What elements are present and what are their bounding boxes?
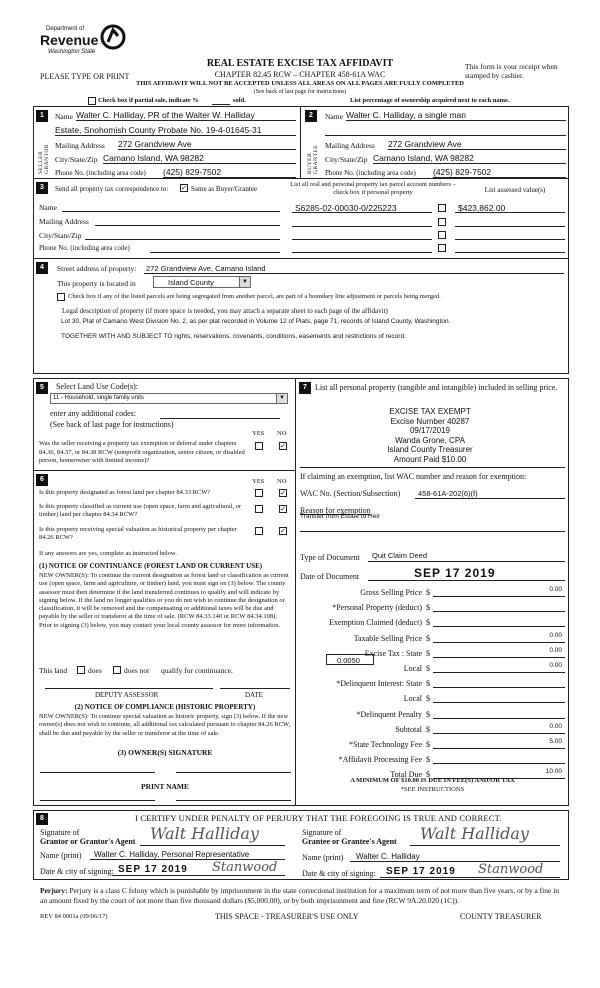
- calc-row-label: *Personal Property (deduct): [332, 603, 422, 613]
- calc-row-line: [433, 718, 565, 719]
- assessor-date-label: DATE: [245, 691, 263, 699]
- print-name-line-2: [176, 800, 291, 801]
- form-warning: THIS AFFIDAVIT WILL NOT BE ACCEPTED UNLESS ALL AREAS ON ALL PAGES ARE FULLY COMPLETED: [136, 80, 464, 87]
- corr-name-label: Name: [39, 203, 57, 212]
- grantor-city-field[interactable]: Stanwood: [212, 860, 278, 875]
- divider-5-6: [33, 470, 295, 471]
- buyer-grantee-label: BUYER GRANTEE: [307, 144, 319, 174]
- logo-line2: Revenue: [40, 32, 99, 48]
- parcel-line-4: [292, 252, 432, 253]
- seller-name-line: [76, 120, 296, 121]
- legal-description-label: Legal description of property (if more space is needed, you may attach a separate sheet to each page of the affidavit): [62, 307, 388, 315]
- grantee-sig-label-1: Signature of: [302, 828, 342, 837]
- this-land-label: This land: [39, 666, 68, 675]
- stamp-line-1: EXCISE TAX EXEMPT: [389, 407, 471, 416]
- reason-line: [300, 531, 565, 532]
- seller-phone-label: Phone No. (including area code): [55, 169, 146, 177]
- calc-row-label: Excise Tax : State: [364, 648, 422, 658]
- historic-yes-checkbox[interactable]: [255, 527, 263, 535]
- buyer-name-line-2: [325, 135, 566, 136]
- calc-row-value[interactable]: 5.00: [549, 738, 562, 745]
- deputy-assessor-label: DEPUTY ASSESSOR: [95, 691, 159, 699]
- grantee-city-field[interactable]: Stanwood: [478, 862, 544, 877]
- section-7-badge: 7: [299, 382, 311, 394]
- calc-row-dollar: $: [426, 648, 430, 658]
- calc-row-dollar: $: [426, 694, 430, 704]
- grantee-name-field[interactable]: Walter C. Halliday: [356, 852, 420, 861]
- does-not-label: does not: [124, 666, 150, 675]
- stamp-line-6: Amount Paid $10.00: [393, 454, 467, 464]
- send-correspondence-label: Send all property tax correspondence to:: [55, 185, 169, 193]
- assessed-line-1: [455, 212, 565, 213]
- located-in-label: This property is located in: [57, 279, 136, 288]
- perjury-notice: [40, 886, 566, 905]
- current-use-question: Is this property classified as current use (open space, farm and agricultural, or timber) land per chapter 84.34 RCW?: [39, 503, 242, 518]
- calc-row-label: Local: [403, 664, 422, 673]
- seller-exemption-no-checkbox[interactable]: ✓: [280, 442, 286, 450]
- buyer-phone-line: [433, 177, 566, 178]
- print-note: PLEASE TYPE OR PRINT: [40, 72, 130, 81]
- assessed-header: List assessed value(s): [484, 186, 546, 194]
- parcel-header: List all real and personal property tax parcel account numbers – check box if personal property: [290, 181, 456, 196]
- calc-row-dollar: $: [426, 770, 430, 780]
- reason-label: Reason for exemption: [300, 506, 371, 515]
- seller-name-field[interactable]: Walter C. Halliday, PR of the Walter W. Halliday: [76, 110, 255, 120]
- grantor-date-field[interactable]: SEP 17 2019: [118, 864, 188, 875]
- stamp-line-5: Island County Treasurer: [387, 445, 473, 454]
- grantee-date-line: [380, 877, 560, 878]
- historic-no-checkbox[interactable]: ✓: [280, 527, 286, 535]
- same-as-buyer-label: Same as Buyer/Grantee: [191, 185, 258, 193]
- wac-number-field[interactable]: 458-61A-202(6)(f): [418, 489, 478, 498]
- assessor-date-line: [220, 688, 290, 689]
- grantor-sig-line: [140, 845, 285, 846]
- logo-line3: Washington State: [48, 49, 96, 55]
- calc-row-dollar: $: [426, 664, 430, 673]
- calc-row-dollar: $: [426, 740, 430, 749]
- assessed-line-2: [455, 226, 565, 227]
- calc-row-dollar: $: [426, 603, 430, 613]
- calc-row-label: *Delinquent Penalty: [356, 709, 422, 719]
- calc-row-line: [433, 702, 565, 703]
- calc-row-line: [433, 642, 565, 643]
- land-use-see-back: (See back of last page for instructions): [50, 420, 174, 429]
- same-as-buyer-checkbox[interactable]: ✓: [181, 184, 187, 192]
- parcel-4-personal-checkbox[interactable]: [438, 244, 446, 252]
- corr-phone-line: [150, 252, 280, 253]
- grantee-date-city-label: Date & city of signing:: [302, 869, 376, 878]
- buyer-phone-field[interactable]: (425) 829-7502: [433, 167, 492, 177]
- divider-5-7: [295, 378, 296, 806]
- county-treasurer-label: COUNTY TREASURER: [460, 912, 542, 921]
- seller-address-label: Mailing Address: [55, 141, 105, 150]
- forest-land-yes-checkbox[interactable]: [255, 489, 263, 497]
- segregated-note: Check box if any of the listed parcels are being segregated from another parcel, are part of a boundary line adjustment or parcels being merged.: [68, 293, 441, 300]
- doc-type-label: Type of Document: [300, 553, 360, 562]
- calc-row-line: [433, 748, 565, 749]
- form-title: REAL ESTATE EXCISE TAX AFFIDAVIT: [206, 58, 394, 69]
- seller-exemption-question: Was the seller receiving a property tax exemption or deferral under chapters 84.36, 84.37, or 84.38 RCW (nonprofit organization, senior citizen, or disabled person, homeowner with limited income)?: [39, 440, 245, 464]
- parcel-3-personal-checkbox[interactable]: [438, 231, 446, 239]
- land-use-select-value: 11 - Household, single family units: [53, 395, 144, 401]
- calc-row-value[interactable]: 0.00: [549, 631, 562, 639]
- section-5-badge: 5: [36, 382, 48, 394]
- seller-city-label: City/State/Zip: [55, 155, 98, 164]
- calc-row-label: Local: [403, 694, 422, 704]
- buyer-city-field[interactable]: Camano Island, WA 98282: [373, 153, 474, 163]
- forest-land-no-checkbox[interactable]: ✓: [280, 489, 286, 497]
- corr-name-line: [62, 211, 280, 212]
- chevron-down-icon[interactable]: ▼: [239, 277, 250, 287]
- buyer-address-label: Mailing Address: [325, 141, 375, 150]
- corr-city-label: City/State/Zip: [39, 231, 82, 240]
- seller-name-line-2: [55, 135, 296, 136]
- treasurer-space-label: THIS SPACE - TREASURER'S USE ONLY: [215, 912, 359, 921]
- assessed-line-3: [455, 239, 565, 240]
- owner-signature-title: (3) OWNER(S) SIGNATURE: [117, 748, 213, 757]
- calc-row-dollar: $: [426, 724, 430, 734]
- calc-row-label: *Delinquent Interest: State: [336, 679, 422, 689]
- parcel-line-1: [292, 212, 432, 213]
- stamp-line-4: Wanda Grone, CPA: [395, 435, 465, 445]
- print-name-line-1: [40, 800, 155, 801]
- parcel-2-personal-checkbox[interactable]: [438, 218, 446, 226]
- seller-exemption-yes-checkbox[interactable]: [255, 442, 263, 450]
- deputy-assessor-line: [45, 688, 213, 689]
- buyer-name-label: Name: [325, 112, 343, 121]
- buyer-phone-label: Phone No. (including area code): [325, 169, 416, 177]
- parcel-line-2: [292, 226, 432, 227]
- receipt-note: This form is your receipt when stamped by cashier.: [465, 62, 558, 80]
- calc-row-line: [433, 596, 565, 597]
- parcel-line-3: [292, 239, 432, 240]
- legal-description-field-2[interactable]: TOGETHER WITH AND SUBJECT TO rights, reservations, covenants, conditions, easements and restrictions of record.: [61, 333, 406, 340]
- grantee-sig-label-2: Grantee or Grantee's Agent: [302, 837, 397, 846]
- exemption-yes-header: YES: [252, 430, 265, 437]
- stamp-line-2: Excise Number 40287: [390, 416, 470, 426]
- reason-field[interactable]: Transfer from Estate to Heir: [300, 513, 380, 520]
- land-use-select[interactable]: [50, 393, 288, 404]
- calc-row-label: Gross Selling Price: [360, 588, 422, 597]
- calc-row-line: [433, 687, 565, 688]
- perjury-text: Perjury is a class C felony which is punishable by imprisonment in the state correctional institution for a maximum term of not more than five years, or by a fine in an amount fixed by the court of not more than five thousand dollars ($5,000.00), or by both imprisonment and fine (RCW 9A.20.020 (1C)).: [40, 886, 560, 905]
- revenue-logo-icon: [100, 24, 126, 50]
- street-address-line: [144, 273, 564, 274]
- calc-row-line: [433, 657, 565, 658]
- notice-continuance-body: NEW OWNER(S): To continue the current designation as forest land or classification as current use (open space, farm and agriculture, or timber) land, you must sign on (3) below. The county assessor must then determine if the land transferred continues to qualify and will indicate by signing below. If the land no longer qualifies or you do not wish to continue the designation or classification, it will be removed and the compensating or additional taxes will be due and payable by the seller or transferor at the time of sale. (RCW 84.33.140 or RCW 84.34.108). Prior to signing (3) below, you may contact your local county assessor for more information.: [39, 572, 289, 629]
- seller-name-label: Name: [55, 112, 73, 121]
- does-label: does: [88, 666, 102, 675]
- section-2-badge: 2: [305, 110, 317, 122]
- doc-date-line: [368, 580, 565, 581]
- exemption-claim-label: If claiming an exemption, list WAC number and reason for exemption:: [300, 472, 527, 481]
- parcel-number-field[interactable]: S6285-02-00030-0/225223: [295, 203, 397, 213]
- calc-row-dollar: $: [426, 709, 430, 719]
- section-3-badge: 3: [36, 182, 48, 194]
- logo-line1: Department of: [46, 26, 85, 32]
- county-select[interactable]: [153, 276, 251, 288]
- calc-row-dollar: $: [426, 679, 430, 689]
- perjury-title: Perjury:: [40, 886, 68, 895]
- street-address-label: Street address of property:: [57, 264, 137, 273]
- calc-row-label: *State Technology Fee: [348, 740, 422, 749]
- calc-row-label: Total Due: [390, 770, 422, 780]
- seller-city-field[interactable]: Camano Island, WA 98282: [103, 153, 204, 163]
- seller-name-field-2[interactable]: Estate, Snohomish County Probate No. 19-4-01645-31: [55, 125, 262, 135]
- doc-type-line: [368, 561, 565, 562]
- segregated-checkbox[interactable]: [57, 293, 65, 301]
- grantor-signature[interactable]: Walt Halliday: [150, 824, 259, 843]
- forest-land-question: Is this property designated as forest land per chapter 84.33 RCW?: [39, 489, 211, 496]
- seller-address-line: [118, 149, 296, 150]
- grantor-sig-label-2: Grantor or Grantor's Agent: [40, 837, 136, 846]
- calc-row-line: [433, 672, 565, 673]
- local-rate-value: 0.0050: [337, 656, 360, 665]
- ownership-note: List percentage of ownership acquired next to each name.: [350, 97, 510, 104]
- dor-logo: [40, 22, 140, 64]
- seller-phone-field[interactable]: (425) 829-7502: [163, 167, 222, 177]
- additional-codes-line: [160, 418, 280, 419]
- corr-city-line: [85, 239, 280, 240]
- calc-row-line: [433, 763, 565, 764]
- partial-sale-percent-line: [212, 104, 230, 105]
- calc-row-dollar: $: [426, 755, 430, 765]
- doc-date-field[interactable]: SEP 17 2019: [414, 566, 496, 580]
- notice-continuance-title: (1) NOTICE OF CONTINUANCE (FOREST LAND OR CURRENT USE): [39, 562, 263, 570]
- grantor-name-label: Name (print): [40, 851, 82, 860]
- see-instructions-note: *SEE INSTRUCTIONS: [400, 786, 465, 793]
- calc-row-value[interactable]: 0.00: [549, 722, 562, 730]
- does-not-checkbox[interactable]: [113, 666, 121, 674]
- corr-address-line: [95, 225, 280, 226]
- section-4-badge: 4: [36, 262, 48, 274]
- street-address-field[interactable]: 272 Grandview Ave, Camano Island: [146, 264, 266, 273]
- personal-property-label: List all personal property (tangible and intangible) included in selling price.: [315, 383, 558, 392]
- assessed-value-field[interactable]: $423,862.00: [458, 203, 506, 213]
- partial-sale-checkbox[interactable]: [88, 97, 96, 105]
- section-6-badge: 6: [36, 474, 48, 486]
- seller-address-field[interactable]: 272 Grandview Ave: [118, 139, 192, 149]
- doc-date-label: Date of Document: [300, 572, 360, 581]
- grantor-date-city-label: Date & city of signing:: [40, 867, 114, 876]
- buyer-address-line: [388, 149, 566, 150]
- wac-label: WAC No. (Section/Subsection): [300, 489, 401, 498]
- wac-line: [415, 498, 565, 499]
- land-use-label: Select Land Use Code(s):: [56, 382, 138, 391]
- calc-row-dollar: $: [426, 618, 430, 628]
- q-no-header: NO: [277, 478, 287, 485]
- divider-seller-buyer: [300, 106, 301, 178]
- seller-phone-line: [163, 177, 296, 178]
- land-use-chevron-down-icon[interactable]: ▼: [276, 394, 287, 403]
- calc-row-value[interactable]: 0.00: [549, 586, 562, 593]
- grantor-sig-label-1: Signature of: [40, 828, 80, 837]
- divider-1-2-3: [33, 178, 569, 179]
- calc-row-label: Exemption Claimed (deduct): [329, 618, 422, 628]
- doc-type-field[interactable]: Quit Claim Deed: [372, 551, 428, 560]
- notice-compliance-body: NEW OWNER(S): To continue special valuation as historic property, sign (3) below. If the new owner(s) does not wish to continue, all additional tax calculated pursuant to chapter 84.26 RCW, shall be due and payable by the seller or transferor at the time of sale.: [39, 713, 291, 737]
- calc-row-label: Subtotal: [395, 724, 422, 734]
- certify-statement: I CERTIFY UNDER PENALTY OF PERJURY THAT THE FOREGOING IS TRUE AND CORRECT.: [135, 813, 502, 823]
- form-revision: REV 84 0001a (09/06/17): [40, 913, 108, 920]
- buyer-name-field[interactable]: Walter C. Halliday, a single man: [346, 110, 466, 120]
- section-8-badge: 8: [36, 813, 48, 825]
- calc-row-line: [433, 626, 565, 627]
- corr-phone-label: Phone No. (including area code): [39, 244, 130, 252]
- grantor-date-line: [112, 875, 285, 876]
- partial-sale-label: Check box if partial sale, indicate %: [98, 97, 199, 104]
- calc-row-line: [433, 611, 565, 612]
- calc-row-label: Taxable Selling Price: [353, 633, 422, 643]
- seller-grantor-label: SELLER GRANTOR: [38, 144, 50, 174]
- calc-row-value[interactable]: 10.00: [545, 768, 562, 776]
- county-select-value: Island County: [168, 278, 214, 287]
- qualify-label: qualify for continuance.: [161, 666, 233, 675]
- excise-exempt-stamp: [360, 407, 500, 464]
- form-subtitle: CHAPTER 82.45 RCW – CHAPTER 458-61A WAC: [214, 70, 386, 79]
- does-checkbox[interactable]: [77, 666, 85, 674]
- section-1-badge: 1: [36, 110, 48, 122]
- q-yes-header: YES: [252, 478, 265, 485]
- personal-property-line: [300, 467, 565, 468]
- exemption-no-header: NO: [277, 430, 287, 437]
- calc-row-dollar: $: [426, 633, 430, 643]
- buyer-city-label: City/State/Zip: [325, 155, 368, 164]
- buyer-city-line: [373, 163, 566, 164]
- current-use-yes-checkbox[interactable]: [255, 505, 263, 513]
- calc-row-label: *Affidavit Processing Fee: [338, 755, 422, 765]
- minimum-due-note: A MINIMUM OF $10.00 IS DUE IN FEE(S) AND/OR TAX: [350, 777, 515, 784]
- legal-description-field[interactable]: Lot 30, Plat of Camano West Division No. 2, as per plat recorded in Volume 12 of Plats, page 71, records of Island County, Washington.: [61, 318, 451, 325]
- corr-address-label: Mailing Address: [39, 217, 89, 226]
- assessed-line-4: [455, 252, 565, 253]
- calc-row-dollar: $: [426, 588, 430, 597]
- current-use-no-checkbox[interactable]: ✓: [280, 505, 286, 513]
- divider-3-4: [33, 258, 569, 259]
- additional-codes-label: enter any additional codes:: [50, 409, 136, 418]
- calc-row-value[interactable]: 0.00: [549, 646, 562, 654]
- print-name-label: PRINT NAME: [141, 782, 189, 791]
- buyer-address-field[interactable]: 272 Grandview Ave: [388, 139, 462, 149]
- partial-sale-sold: sold.: [233, 97, 246, 104]
- calc-row-line: [433, 733, 565, 734]
- local-rate-box[interactable]: [326, 654, 374, 665]
- calc-row-value[interactable]: 0.00: [549, 662, 562, 669]
- grantee-signature[interactable]: Walt Halliday: [420, 824, 529, 843]
- owner-signature-line-2: [176, 772, 291, 773]
- parcel-1-personal-checkbox[interactable]: [438, 204, 446, 212]
- notice-compliance-title: (2) NOTICE OF COMPLIANCE (HISTORIC PROPERTY): [74, 703, 256, 711]
- grantee-name-label: Name (print): [302, 853, 344, 862]
- owner-signature-line-1: [40, 772, 155, 773]
- seller-city-line: [103, 163, 296, 164]
- grantee-date-field[interactable]: SEP 17 2019: [386, 866, 456, 877]
- grantor-name-field[interactable]: Walter C. Halliday, Personal Representative: [94, 850, 250, 859]
- form-see-back: (See back of last page for instructions): [253, 89, 347, 95]
- stamp-line-3: 09/17/2019: [409, 426, 451, 435]
- grantee-sig-line: [410, 845, 560, 846]
- if-yes-note: If any answers are yes, complete as instructed below.: [39, 550, 177, 557]
- historic-question: Is this property receiving special valuation as historical property per chapter 84.26 RCW?: [39, 526, 237, 541]
- buyer-name-line: [346, 120, 566, 121]
